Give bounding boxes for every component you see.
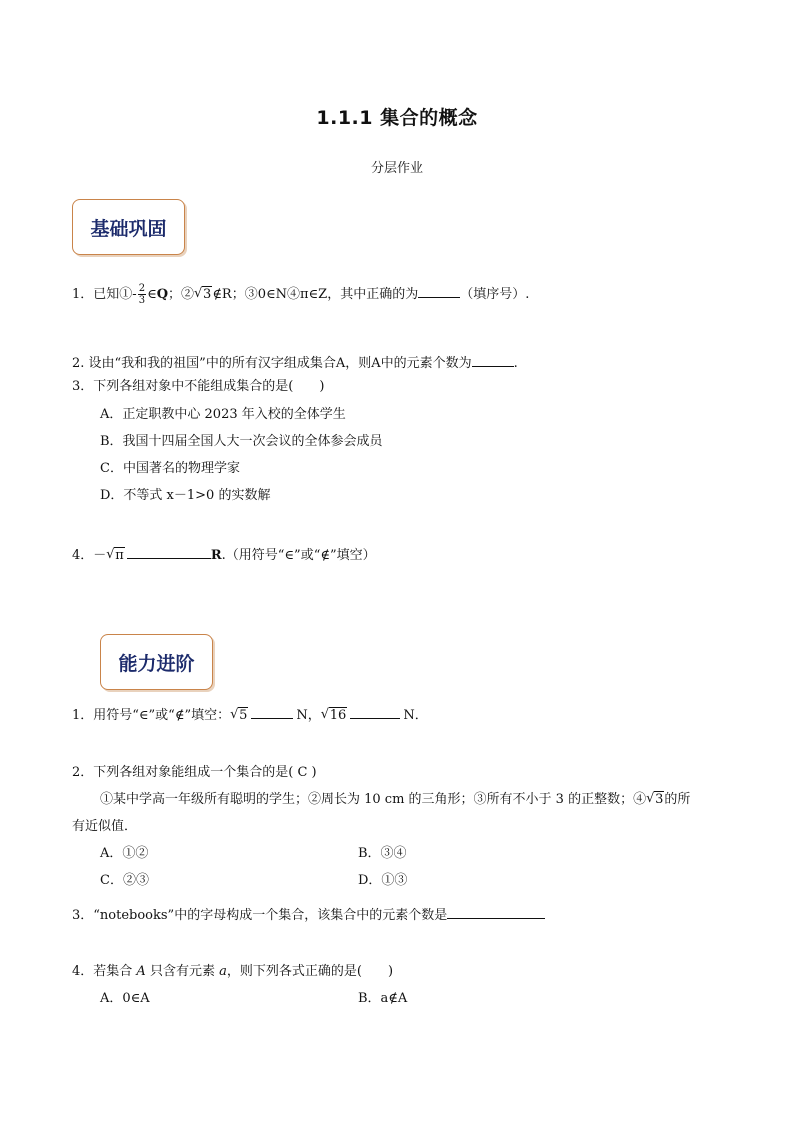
option-c[interactable]: C．②③: [100, 873, 149, 888]
basic-question-2: 2. 设由“我和我的祖国”中的所有汉字组成集合A，则A中的元素个数为 .: [72, 356, 518, 371]
option-a[interactable]: A．①②: [100, 846, 149, 861]
advanced-question-1: 1．用符号“∈”或“∉”填空：√ 5 N，√ 16 N．: [72, 706, 428, 725]
basic-question-3: [72, 378, 324, 396]
sqrt-symbol: √ 16: [321, 707, 348, 725]
section-heading-basic-label: 基础巩固: [90, 217, 167, 240]
advanced-question-3: 3．“notebooks”中的字母构成一个集合，该集合中的元素个数是: [72, 906, 545, 925]
basic-question-4: 4．－√ π R.（用符号“∈”或“∉”填空）: [72, 546, 376, 565]
option-a[interactable]: A．正定职教中心 2023 年入校的全体学生: [100, 407, 346, 422]
sqrt-symbol: √ 5: [230, 707, 248, 725]
option-d[interactable]: D．不等式 x－1>0 的实数解: [100, 488, 271, 503]
sqrt-symbol: √ 3: [194, 286, 212, 304]
option-b[interactable]: B．我国十四届全国人大一次会议的全体参会成员: [100, 434, 383, 449]
fraction: $\frac{2}{3}$: [138, 283, 146, 306]
option-b[interactable]: B．③④: [358, 846, 407, 861]
advanced-question-4: 4．若集合 A 只含有元素 a，则下列各式正确的是( ): [72, 964, 394, 979]
answer-blank[interactable]: [350, 706, 400, 719]
advanced-question-2: [72, 764, 317, 782]
answer-blank[interactable]: [127, 546, 211, 559]
basic-question-1: 1．已知①- $\frac{2}{3}$ ∈Q；②√ 3∉R；③0∈N④π∈Z，其中正确的为 （填序号）.: [72, 283, 529, 306]
section-heading-advanced: [100, 634, 213, 690]
advanced-question-2-body-cont: 有近似值．: [72, 819, 138, 834]
option-d[interactable]: D．①③: [358, 873, 408, 888]
option-b[interactable]: B．a∉A: [358, 991, 408, 1006]
option-c[interactable]: C．中国著名的物理学家: [100, 461, 240, 476]
section-heading-basic: [72, 199, 185, 255]
page-title: 1.1.1 集合的概念: [316, 107, 478, 129]
question-stem: 3．下列各组对象中不能组成集合的是( ): [72, 379, 325, 394]
sqrt-symbol: √ 3: [646, 791, 664, 809]
answer-blank[interactable]: [251, 706, 293, 719]
answer-blank[interactable]: [418, 285, 460, 298]
section-heading-advanced-label: 能力进阶: [118, 652, 195, 675]
q1-prefix: 1．已知①: [72, 287, 133, 302]
option-a[interactable]: A．0∈A: [100, 991, 150, 1006]
advanced-question-2-body: ①某中学高一年级所有聪明的学生；②周长为 10 cm 的三角形；③所有不小于 3 的正整数；④√ 3的所: [100, 791, 690, 809]
question-stem: 2．下列各组对象能组成一个集合的是( C ): [72, 765, 317, 780]
page-subtitle: 分层作业: [370, 161, 423, 176]
answer-blank[interactable]: [447, 906, 545, 919]
answer-blank[interactable]: [472, 354, 514, 367]
sqrt-symbol: √ π: [106, 547, 125, 565]
